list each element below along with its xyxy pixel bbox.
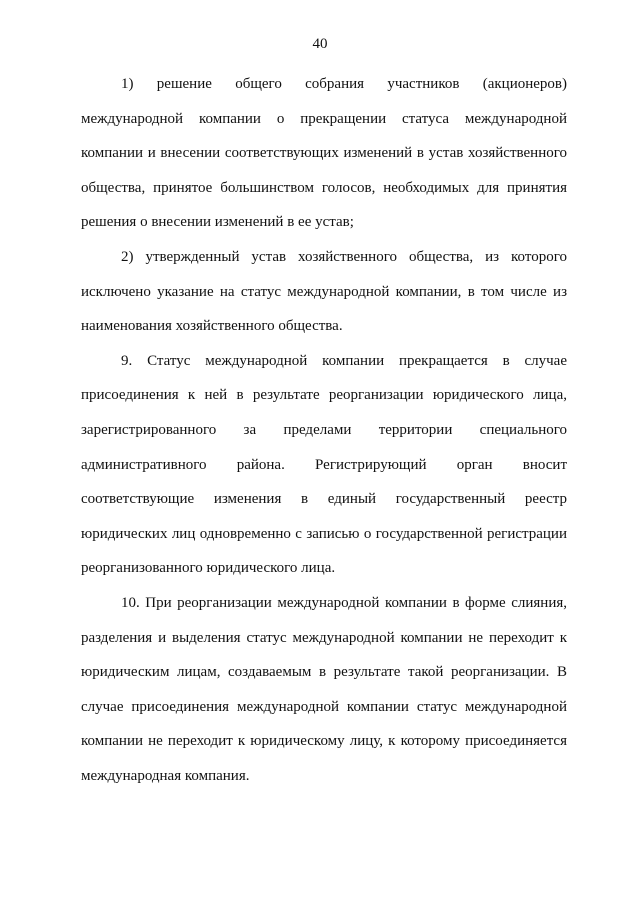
document-body (81, 67, 567, 793)
paragraph-item-1: 1) решение общего собрания участников (акционеров) международной компании о прекращении статуса международной компании и внесении соответствующих изменений в устав хозяйственного общества, принятое большинством голосов, необходимых для принятия решения о внесении изменений в ее устав; (81, 76, 567, 231)
page-number: 40 (312, 36, 328, 52)
paragraph-item-2: 2) утвержденный устав хозяйственного общества, из которого исключено указание на статус международной компании, в том числе из наименования хозяйственного общества. (81, 248, 567, 335)
paragraph-clause-9: 9. Статус международной компании прекращается в случае присоединения к ней в результате реорганизации юридического лица, зарегистрированного за пределами территории специального административного района. Регистрирующий орган вносит соответствующие изменения в единый государственный реестр юридических лиц одновременно с записью о государственной регистрации реорганизованного юридического лица. (81, 352, 567, 577)
paragraph-clause-10: 10. При реорганизации международной компании в форме слияния, разделения и выделения статус международной компании не переходит к юридическим лицам, создаваемым в результате такой реорганизации. В случае присоединения международной компании статус международной компании не переходит к юридическому лицу, к которому присоединяется международная компания. (81, 594, 567, 784)
